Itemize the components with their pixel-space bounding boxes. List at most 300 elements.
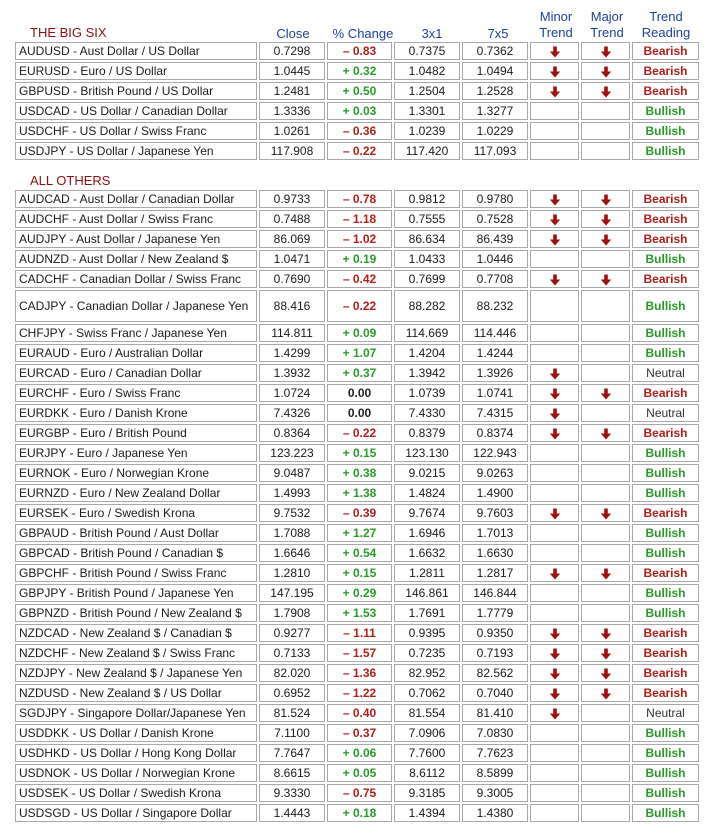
pct-change-cell: – 0.78: [327, 190, 392, 208]
close-cell: 88.416: [259, 290, 325, 322]
pair-name-cell: EURUSD - Euro / US Dollar: [15, 62, 257, 80]
close-cell: 1.2810: [259, 564, 325, 582]
major-trend-cell: [581, 704, 630, 722]
major-trend-cell: [581, 664, 630, 682]
trend-reading-cell: Bullish: [632, 784, 699, 802]
down-arrow-icon: [600, 628, 612, 640]
trend-reading-cell: Bullish: [632, 724, 699, 742]
pct-change-cell: – 1.18: [327, 210, 392, 228]
seven-by-five-cell: 9.0263: [462, 464, 528, 482]
trend-reading-cell: Bearish: [632, 82, 699, 100]
header-7x5: 7x5: [487, 26, 509, 41]
seven-by-five-cell: 1.0494: [462, 62, 528, 80]
down-arrow-icon: [549, 46, 561, 58]
minor-trend-cell: [530, 190, 579, 208]
trend-reading-cell: Bearish: [632, 664, 699, 682]
major-trend-cell: [581, 142, 630, 160]
down-arrow-icon: [549, 568, 561, 580]
minor-trend-cell: [530, 250, 579, 268]
down-arrow-icon: [600, 86, 612, 98]
minor-trend-cell: [530, 344, 579, 362]
table-row: [15, 524, 699, 542]
pair-name-cell: USDJPY - US Dollar / Japanese Yen: [15, 142, 257, 160]
minor-trend-cell: [530, 484, 579, 502]
trend-reading-cell: Bullish: [632, 102, 699, 120]
major-trend-cell: [581, 504, 630, 522]
pct-change-cell: – 0.83: [327, 42, 392, 60]
pct-change-cell: + 0.29: [327, 584, 392, 602]
header-major-trend-line2: Trend: [590, 25, 624, 40]
close-cell: 7.4326: [259, 404, 325, 422]
close-cell: 0.7488: [259, 210, 325, 228]
three-by-one-cell: 123.130: [394, 444, 460, 462]
trend-reading-cell: Bullish: [632, 524, 699, 542]
minor-trend-cell: [530, 82, 579, 100]
pct-change-cell: – 1.02: [327, 230, 392, 248]
header-major-trend: [584, 9, 630, 41]
three-by-one-cell: 1.0482: [394, 62, 460, 80]
trend-reading-cell: Bullish: [632, 584, 699, 602]
major-trend-cell: [581, 564, 630, 582]
major-trend-cell: [581, 62, 630, 80]
three-by-one-cell: 81.554: [394, 704, 460, 722]
trend-reading-cell: Bearish: [632, 42, 699, 60]
minor-trend-cell: [530, 664, 579, 682]
seven-by-five-cell: 1.0446: [462, 250, 528, 268]
close-cell: 123.223: [259, 444, 325, 462]
trend-reading-cell: Bearish: [632, 564, 699, 582]
close-cell: 1.7908: [259, 604, 325, 622]
close-cell: 7.1100: [259, 724, 325, 742]
down-arrow-icon: [549, 274, 561, 286]
table-row: [15, 250, 699, 268]
major-trend-cell: [581, 122, 630, 140]
three-by-one-cell: 114.669: [394, 324, 460, 342]
major-trend-cell: [581, 270, 630, 288]
seven-by-five-cell: 7.4315: [462, 404, 528, 422]
pct-change-cell: + 0.15: [327, 444, 392, 462]
seven-by-five-cell: 8.5899: [462, 764, 528, 782]
major-trend-cell: [581, 404, 630, 422]
three-by-one-cell: 7.7600: [394, 744, 460, 762]
pair-name-cell: NZDCAD - New Zealand $ / Canadian $: [15, 624, 257, 642]
table-row: [15, 604, 699, 622]
close-cell: 0.7298: [259, 42, 325, 60]
seven-by-five-cell: 0.7040: [462, 684, 528, 702]
pct-change-cell: + 0.18: [327, 804, 392, 822]
three-by-one-cell: 0.9395: [394, 624, 460, 642]
pair-name-cell: AUDCAD - Aust Dollar / Canadian Dollar: [15, 190, 257, 208]
three-by-one-cell: 88.282: [394, 290, 460, 322]
pct-change-cell: + 0.50: [327, 82, 392, 100]
major-trend-cell: [581, 584, 630, 602]
seven-by-five-cell: 122.943: [462, 444, 528, 462]
close-cell: 9.7532: [259, 504, 325, 522]
seven-by-five-cell: 1.4380: [462, 804, 528, 822]
seven-by-five-cell: 82.562: [462, 664, 528, 682]
pct-change-cell: 0.00: [327, 384, 392, 402]
major-trend-cell: [581, 290, 630, 322]
trend-reading-cell: Bullish: [632, 484, 699, 502]
close-cell: 1.4299: [259, 344, 325, 362]
down-arrow-icon: [549, 214, 561, 226]
down-arrow-icon: [600, 214, 612, 226]
trend-reading-cell: Neutral: [632, 704, 699, 722]
three-by-one-cell: 0.7699: [394, 270, 460, 288]
down-arrow-icon: [549, 234, 561, 246]
seven-by-five-cell: 81.410: [462, 704, 528, 722]
down-arrow-icon: [600, 234, 612, 246]
three-by-one-cell: 0.8379: [394, 424, 460, 442]
minor-trend-cell: [530, 404, 579, 422]
down-arrow-icon: [600, 668, 612, 680]
major-trend-cell: [581, 230, 630, 248]
seven-by-five-cell: 1.0741: [462, 384, 528, 402]
trend-reading-cell: Bearish: [632, 504, 699, 522]
pct-change-cell: – 0.42: [327, 270, 392, 288]
major-trend-cell: [581, 544, 630, 562]
down-arrow-icon: [549, 708, 561, 720]
trend-reading-cell: Bullish: [632, 544, 699, 562]
down-arrow-icon: [549, 648, 561, 660]
header-minor-trend: [533, 9, 579, 41]
pair-name-cell: NZDUSD - New Zealand $ / US Dollar: [15, 684, 257, 702]
close-cell: 147.195: [259, 584, 325, 602]
minor-trend-cell: [530, 210, 579, 228]
pair-name-cell: AUDUSD - Aust Dollar / US Dollar: [15, 42, 257, 60]
seven-by-five-cell: 0.9780: [462, 190, 528, 208]
down-arrow-icon: [600, 688, 612, 700]
pair-name-cell: GBPJPY - British Pound / Japanese Yen: [15, 584, 257, 602]
table-row: [15, 544, 699, 562]
pct-change-cell: + 0.06: [327, 744, 392, 762]
pct-change-cell: – 0.36: [327, 122, 392, 140]
pct-change-cell: – 0.75: [327, 784, 392, 802]
seven-by-five-cell: 146.844: [462, 584, 528, 602]
seven-by-five-cell: 0.7528: [462, 210, 528, 228]
three-by-one-cell: 86.634: [394, 230, 460, 248]
seven-by-five-cell: 117.093: [462, 142, 528, 160]
down-arrow-icon: [549, 628, 561, 640]
table-row: [15, 624, 699, 642]
pct-change-cell: – 0.39: [327, 504, 392, 522]
pair-name-cell: GBPAUD - British Pound / Aust Dollar: [15, 524, 257, 542]
minor-trend-cell: [530, 564, 579, 582]
big-six-title: THE BIG SIX: [30, 25, 107, 40]
seven-by-five-cell: 7.0830: [462, 724, 528, 742]
table-row: [15, 102, 699, 120]
three-by-one-cell: 82.952: [394, 664, 460, 682]
pair-name-cell: GBPCAD - British Pound / Canadian $: [15, 544, 257, 562]
header-close: Close: [276, 26, 310, 41]
seven-by-five-cell: 1.2817: [462, 564, 528, 582]
close-cell: 0.8364: [259, 424, 325, 442]
trend-reading-cell: Bearish: [632, 270, 699, 288]
three-by-one-cell: 1.2504: [394, 82, 460, 100]
close-cell: 114.811: [259, 324, 325, 342]
trend-reading-cell: Bullish: [632, 344, 699, 362]
table-row: [15, 384, 699, 402]
close-cell: 86.069: [259, 230, 325, 248]
down-arrow-icon: [549, 408, 561, 420]
pair-name-cell: EURSEK - Euro / Swedish Krona: [15, 504, 257, 522]
pair-name-cell: EURJPY - Euro / Japanese Yen: [15, 444, 257, 462]
table-row: [15, 484, 699, 502]
pct-change-cell: + 1.53: [327, 604, 392, 622]
trend-reading-cell: Bullish: [632, 122, 699, 140]
major-trend-cell: [581, 324, 630, 342]
close-cell: 0.7690: [259, 270, 325, 288]
table-row: [15, 444, 699, 462]
trend-reading-cell: Bearish: [632, 384, 699, 402]
pair-name-cell: CADJPY - Canadian Dollar / Japanese Yen: [15, 290, 257, 322]
major-trend-cell: [581, 604, 630, 622]
minor-trend-cell: [530, 644, 579, 662]
pct-change-cell: + 1.27: [327, 524, 392, 542]
table-row: [15, 464, 699, 482]
major-trend-cell: [581, 210, 630, 228]
minor-trend-cell: [530, 230, 579, 248]
minor-trend-cell: [530, 744, 579, 762]
header-pct-change: % Change: [332, 26, 394, 41]
trend-reading-cell: Bullish: [632, 142, 699, 160]
minor-trend-cell: [530, 504, 579, 522]
pair-name-cell: USDCHF - US Dollar / Swiss Franc: [15, 122, 257, 140]
three-by-one-cell: 146.861: [394, 584, 460, 602]
minor-trend-cell: [530, 524, 579, 542]
major-trend-cell: [581, 744, 630, 762]
close-cell: 1.0724: [259, 384, 325, 402]
header-trend-reading: [634, 9, 698, 41]
trend-reading-cell: Bullish: [632, 604, 699, 622]
pair-name-cell: EURGBP - Euro / British Pound: [15, 424, 257, 442]
minor-trend-cell: [530, 544, 579, 562]
pct-change-cell: + 0.32: [327, 62, 392, 80]
three-by-one-cell: 0.9812: [394, 190, 460, 208]
table-row: [15, 504, 699, 522]
pct-change-cell: + 0.05: [327, 764, 392, 782]
close-cell: 0.9277: [259, 624, 325, 642]
major-trend-cell: [581, 764, 630, 782]
major-trend-cell: [581, 484, 630, 502]
down-arrow-icon: [600, 274, 612, 286]
close-cell: 81.524: [259, 704, 325, 722]
close-cell: 0.9733: [259, 190, 325, 208]
close-cell: 9.0487: [259, 464, 325, 482]
close-cell: 7.7647: [259, 744, 325, 762]
three-by-one-cell: 9.3185: [394, 784, 460, 802]
header-minor-trend-line1: Minor: [539, 9, 573, 24]
three-by-one-cell: 117.420: [394, 142, 460, 160]
down-arrow-icon: [549, 368, 561, 380]
trend-reading-cell: Bearish: [632, 62, 699, 80]
pair-name-cell: USDDKK - US Dollar / Danish Krone: [15, 724, 257, 742]
pct-change-cell: + 0.37: [327, 364, 392, 382]
pct-change-cell: – 0.37: [327, 724, 392, 742]
pair-name-cell: CADCHF - Canadian Dollar / Swiss Franc: [15, 270, 257, 288]
table-row: [15, 804, 699, 822]
seven-by-five-cell: 1.7779: [462, 604, 528, 622]
trend-reading-cell: Bearish: [632, 230, 699, 248]
major-trend-cell: [581, 464, 630, 482]
table-row: [15, 684, 699, 702]
close-cell: 117.908: [259, 142, 325, 160]
header-minor-trend-line2: Trend: [539, 25, 573, 40]
down-arrow-icon: [600, 46, 612, 58]
three-by-one-cell: 1.2811: [394, 564, 460, 582]
minor-trend-cell: [530, 102, 579, 120]
pair-name-cell: EURNZD - Euro / New Zealand Dollar: [15, 484, 257, 502]
major-trend-cell: [581, 644, 630, 662]
three-by-one-cell: 1.0739: [394, 384, 460, 402]
header-major-trend-line1: Major: [590, 9, 624, 24]
seven-by-five-cell: 88.232: [462, 290, 528, 322]
major-trend-cell: [581, 384, 630, 402]
seven-by-five-cell: 1.4900: [462, 484, 528, 502]
trend-reading-cell: Bearish: [632, 424, 699, 442]
seven-by-five-cell: 1.3926: [462, 364, 528, 382]
table-row: [15, 644, 699, 662]
seven-by-five-cell: 9.7603: [462, 504, 528, 522]
seven-by-five-cell: 7.7623: [462, 744, 528, 762]
table-row: [15, 142, 699, 160]
down-arrow-icon: [600, 66, 612, 78]
three-by-one-cell: 1.6946: [394, 524, 460, 542]
seven-by-five-cell: 0.7193: [462, 644, 528, 662]
down-arrow-icon: [549, 388, 561, 400]
trend-reading-cell: Bearish: [632, 684, 699, 702]
three-by-one-cell: 0.7375: [394, 42, 460, 60]
three-by-one-cell: 1.3301: [394, 102, 460, 120]
pct-change-cell: + 0.54: [327, 544, 392, 562]
minor-trend-cell: [530, 424, 579, 442]
close-cell: 82.020: [259, 664, 325, 682]
three-by-one-cell: 0.7062: [394, 684, 460, 702]
minor-trend-cell: [530, 804, 579, 822]
close-cell: 1.6646: [259, 544, 325, 562]
pair-name-cell: GBPCHF - British Pound / Swiss Franc: [15, 564, 257, 582]
table-row: [15, 290, 699, 322]
major-trend-cell: [581, 344, 630, 362]
minor-trend-cell: [530, 624, 579, 642]
three-by-one-cell: 8.6112: [394, 764, 460, 782]
three-by-one-cell: 9.0215: [394, 464, 460, 482]
down-arrow-icon: [600, 428, 612, 440]
pct-change-cell: – 1.22: [327, 684, 392, 702]
minor-trend-cell: [530, 364, 579, 382]
down-arrow-icon: [549, 508, 561, 520]
header-3x1: 3x1: [421, 26, 443, 41]
pair-name-cell: USDSGD - US Dollar / Singapore Dollar: [15, 804, 257, 822]
close-cell: 9.3330: [259, 784, 325, 802]
seven-by-five-cell: 0.7362: [462, 42, 528, 60]
table-row: [15, 190, 699, 208]
trend-reading-cell: Bullish: [632, 744, 699, 762]
pair-name-cell: AUDJPY - Aust Dollar / Japanese Yen: [15, 230, 257, 248]
pct-change-cell: – 0.22: [327, 142, 392, 160]
minor-trend-cell: [530, 122, 579, 140]
pct-change-cell: + 0.19: [327, 250, 392, 268]
major-trend-cell: [581, 804, 630, 822]
table-row: [15, 424, 699, 442]
trend-reading-cell: Neutral: [632, 364, 699, 382]
three-by-one-cell: 0.7555: [394, 210, 460, 228]
seven-by-five-cell: 0.7708: [462, 270, 528, 288]
down-arrow-icon: [600, 194, 612, 206]
major-trend-cell: [581, 424, 630, 442]
seven-by-five-cell: 1.3277: [462, 102, 528, 120]
header-trend-reading-line2: Reading: [641, 25, 691, 40]
pct-change-cell: – 1.36: [327, 664, 392, 682]
pct-change-cell: + 0.09: [327, 324, 392, 342]
trend-reading-cell: Neutral: [632, 404, 699, 422]
trend-reading-cell: Bearish: [632, 210, 699, 228]
table-row: [15, 784, 699, 802]
minor-trend-cell: [530, 764, 579, 782]
table-row: [15, 82, 699, 100]
major-trend-cell: [581, 524, 630, 542]
minor-trend-cell: [530, 384, 579, 402]
close-cell: 1.2481: [259, 82, 325, 100]
three-by-one-cell: 7.4330: [394, 404, 460, 422]
three-by-one-cell: 1.6632: [394, 544, 460, 562]
trend-reading-cell: Bullish: [632, 764, 699, 782]
pct-change-cell: + 0.03: [327, 102, 392, 120]
three-by-one-cell: 7.0906: [394, 724, 460, 742]
down-arrow-icon: [549, 194, 561, 206]
pct-change-cell: – 0.40: [327, 704, 392, 722]
minor-trend-cell: [530, 444, 579, 462]
three-by-one-cell: 9.7674: [394, 504, 460, 522]
seven-by-five-cell: 0.9350: [462, 624, 528, 642]
major-trend-cell: [581, 250, 630, 268]
seven-by-five-cell: 114.446: [462, 324, 528, 342]
down-arrow-icon: [600, 508, 612, 520]
trend-reading-cell: Bearish: [632, 190, 699, 208]
table-row: [15, 62, 699, 80]
three-by-one-cell: 1.0433: [394, 250, 460, 268]
down-arrow-icon: [600, 648, 612, 660]
trend-reading-cell: Bullish: [632, 324, 699, 342]
table-row: [15, 270, 699, 288]
pair-name-cell: USDHKD - US Dollar / Hong Kong Dollar: [15, 744, 257, 762]
table-row: [15, 404, 699, 422]
major-trend-cell: [581, 82, 630, 100]
pct-change-cell: – 0.22: [327, 290, 392, 322]
minor-trend-cell: [530, 62, 579, 80]
pct-change-cell: – 1.57: [327, 644, 392, 662]
major-trend-cell: [581, 364, 630, 382]
major-trend-cell: [581, 784, 630, 802]
pair-name-cell: CHFJPY - Swiss Franc / Japanese Yen: [15, 324, 257, 342]
close-cell: 0.7133: [259, 644, 325, 662]
trend-reading-cell: Bearish: [632, 624, 699, 642]
minor-trend-cell: [530, 784, 579, 802]
table-row: [15, 344, 699, 362]
pct-change-cell: – 1.11: [327, 624, 392, 642]
seven-by-five-cell: 1.2528: [462, 82, 528, 100]
seven-by-five-cell: 1.7013: [462, 524, 528, 542]
trend-reading-cell: Bullish: [632, 290, 699, 322]
close-cell: 1.0471: [259, 250, 325, 268]
table-row: [15, 324, 699, 342]
seven-by-five-cell: 9.3005: [462, 784, 528, 802]
seven-by-five-cell: 86.439: [462, 230, 528, 248]
table-row: [15, 724, 699, 742]
pair-name-cell: USDSEK - US Dollar / Swedish Krona: [15, 784, 257, 802]
pct-change-cell: + 0.38: [327, 464, 392, 482]
pct-change-cell: + 1.07: [327, 344, 392, 362]
